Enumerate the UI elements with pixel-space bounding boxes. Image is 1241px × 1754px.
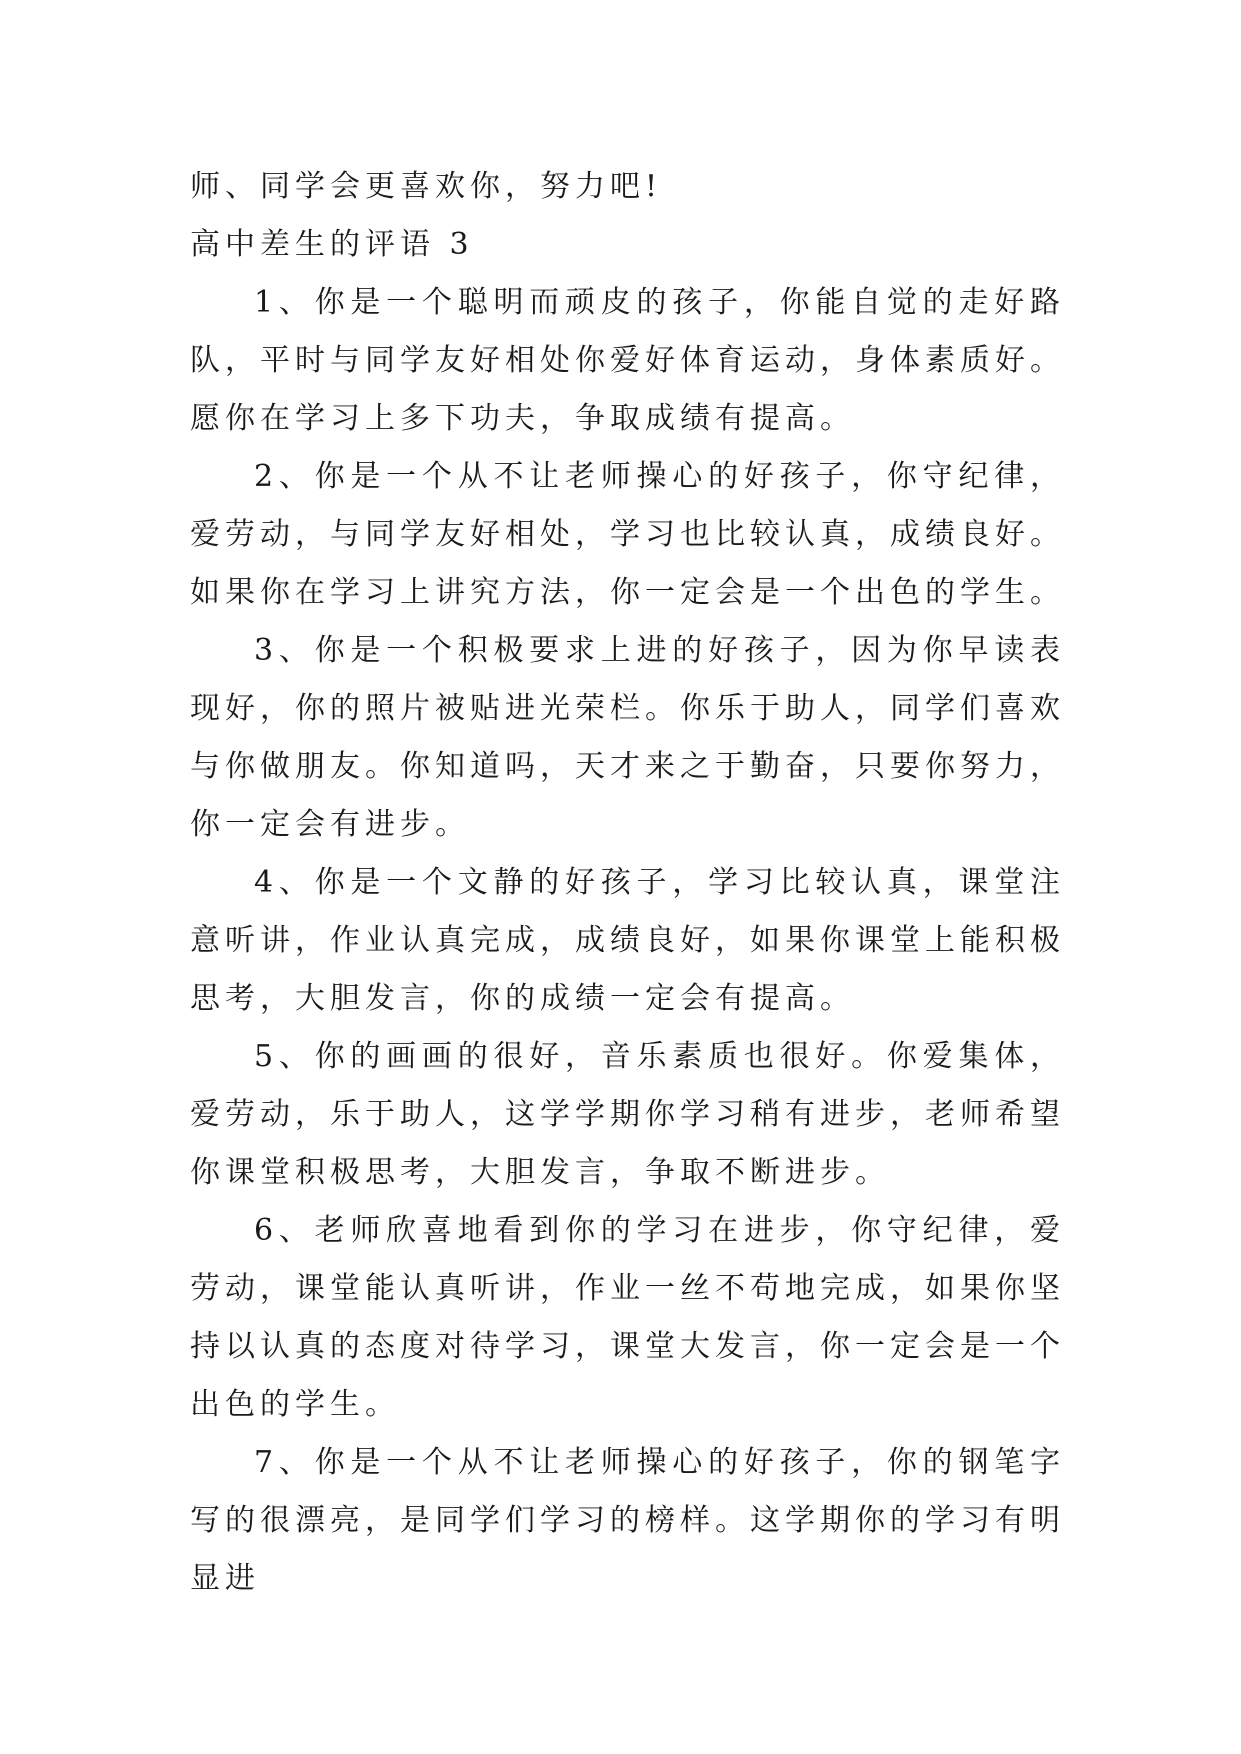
comment-paragraph-1: 1、你是一个聪明而顽皮的孩子，你能自觉的走好路队，平时与同学友好相处你爱好体育运动，身体素质好。愿你在学习上多下功夫，争取成绩有提高。 (190, 285, 1065, 436)
comment-paragraph-7: 7、你是一个从不让老师操心的好孩子，你的钢笔字写的很漂亮，是同学们学习的榜样。这学期你的学习有明显进 (190, 1445, 1065, 1596)
section-title: 高中差生的评语 3 (190, 227, 474, 262)
document-body (190, 158, 1065, 1608)
comment-paragraph-4: 4、你是一个文静的好孩子，学习比较认真，课堂注意听讲，作业认真完成，成绩良好，如果你课堂上能积极思考，大胆发言，你的成绩一定会有提高。 (190, 865, 1065, 1016)
comment-paragraph-2: 2、你是一个从不让老师操心的好孩子，你守纪律，爱劳动，与同学友好相处，学习也比较认真，成绩良好。如果你在学习上讲究方法，你一定会是一个出色的学生。 (190, 459, 1065, 610)
comment-paragraph-3: 3、你是一个积极要求上进的好孩子，因为你早读表现好，你的照片被贴进光荣栏。你乐于助人，同学们喜欢与你做朋友。你知道吗，天才来之于勤奋，只要你努力，你一定会有进步。 (190, 633, 1065, 842)
comment-paragraph-6: 6、老师欣喜地看到你的学习在进步，你守纪律，爱劳动，课堂能认真听讲，作业一丝不苟地完成，如果你坚持以认真的态度对待学习，课堂大发言，你一定会是一个出色的学生。 (190, 1213, 1065, 1422)
comment-paragraph-5: 5、你的画画的很好，音乐素质也很好。你爱集体，爱劳动，乐于助人，这学学期你学习稍有进步，老师希望你课堂积极思考，大胆发言，争取不断进步。 (190, 1039, 1065, 1190)
continuation-text: 师、同学会更喜欢你，努力吧! (190, 169, 663, 204)
